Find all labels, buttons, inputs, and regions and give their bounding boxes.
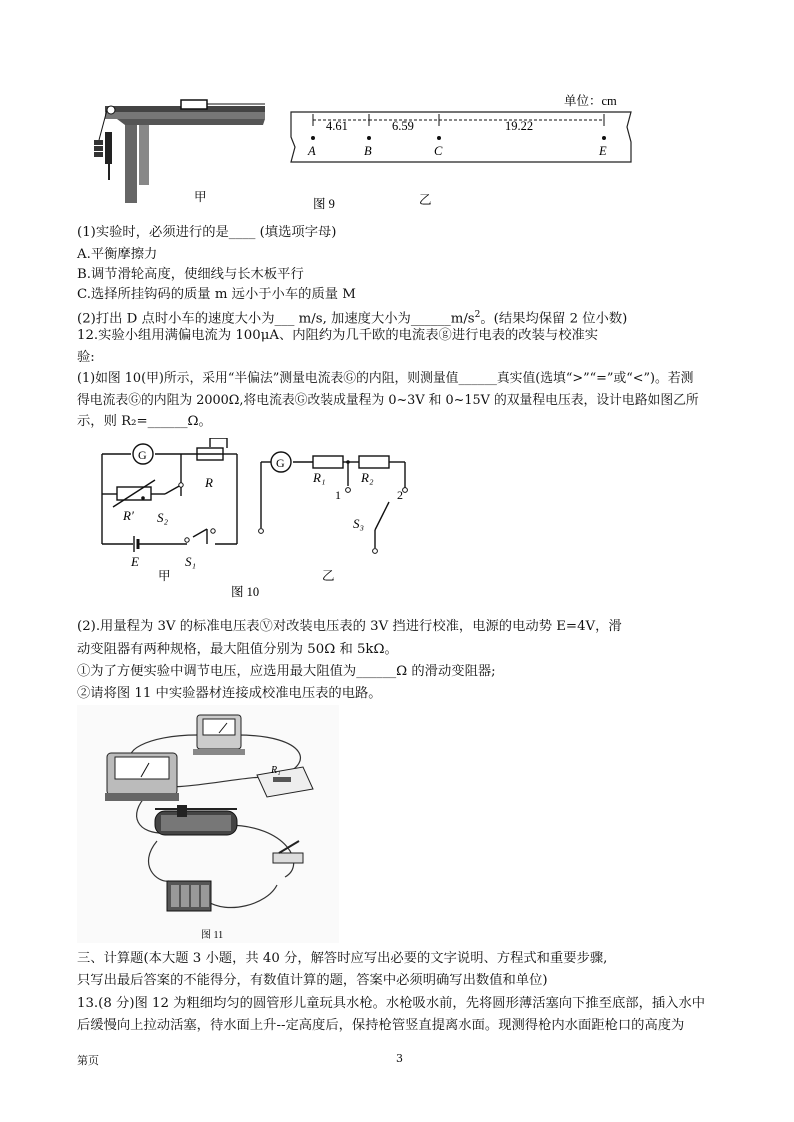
q11-part2-text: (2)打出 D 点时小车的速度大小为___ m/s, 加速度大小为______m/s	[77, 311, 475, 327]
label-jia: 甲	[194, 190, 207, 204]
resistor-r-label: R	[205, 475, 213, 490]
footer-left: 第页	[77, 1054, 99, 1067]
r1-label: R₁	[271, 765, 281, 776]
q12-line4: 得电流表Ⓖ的内阻为 2000Ω,将电流表Ⓖ改装成量程为 0~3V 和 0~15V 的双量程电压表，设计电路如图乙所	[77, 393, 699, 408]
q12b-line3: ①为了方便实验中调节电压，应选用最大阻值为______Ω 的滑动变阻器;	[77, 664, 496, 679]
resistor-rprime-label: R′	[123, 508, 134, 523]
q12-line5: 示，则 R₂=______Ω。	[77, 414, 212, 429]
seg-bc: 6.59	[392, 119, 414, 133]
figure-caption: 图 9	[313, 197, 335, 211]
section3-line1: 三、计算题(本大题 3 小题，共 40 分，解答时应写出必要的文字说明、方程式和重要步骤,	[77, 951, 608, 966]
battery-device	[167, 881, 211, 911]
q11-option-c: C.选择所挂钩码的质量 m 远小于小车的质量 M	[77, 287, 356, 302]
point-c: C	[434, 144, 443, 158]
q13-line2: 后缓慢向上拉动活塞，待水面上升--定高度后，保持枪管竖直提离水面。现测得枪内水面距枪口的高度为	[77, 1018, 685, 1033]
q11-part2	[77, 306, 627, 328]
page-number: 3	[396, 1052, 403, 1065]
point-e: E	[599, 144, 607, 158]
q12b-line4: ②请将图 11 中实验器材连接成校准电压表的电路。	[77, 686, 382, 701]
ammeter-device	[105, 753, 179, 801]
rheostat-device	[155, 805, 237, 835]
label-yi: 乙	[322, 569, 335, 583]
figure-caption: 图 11	[201, 930, 224, 941]
figure-10	[77, 438, 417, 606]
battery-e-label: E	[131, 554, 139, 569]
q13-line1: 13.(8 分)图 12 为粗细均匀的圆管形儿童玩具水枪。水枪吸水前，先将圆形薄活塞向下推至底部，插入水中	[77, 996, 706, 1011]
voltmeter-device	[193, 715, 245, 755]
track-apparatus	[94, 100, 265, 203]
section3-line2: 只写出最后答案的不能得分，有数值计算的题，答案中必须明确写出数值和单位)	[77, 973, 548, 988]
figure-9	[77, 92, 637, 214]
switch-s1-label: S₁	[185, 554, 197, 569]
q11-part2-sup: 2	[474, 310, 481, 320]
label-yi: 乙	[419, 193, 432, 207]
unit-label: 单位：cm	[564, 94, 617, 108]
q12b-line2: 动变阻器有两种规格，最大阻值分别为 50Ω 和 5kΩ。	[77, 642, 398, 657]
q11-part1: (1)实验时，必须进行的是____ (填选项字母)	[77, 225, 337, 240]
resistor-r1-label: R₁	[313, 470, 326, 485]
q12-line3: (1)如图 10(甲)所示，采用“半偏法”测量电流表Ⓖ的内阻，则测量值______真实值(选填“>”“=”或“<”)。若测	[77, 371, 694, 386]
q11-option-a: A.平衡摩擦力	[77, 247, 158, 262]
figure-11	[77, 705, 339, 943]
seg-ab: 4.61	[326, 119, 348, 133]
figure-caption: 图 10	[231, 585, 260, 599]
resistor-r2-label: R₂	[361, 470, 374, 485]
q11-part2-tail: 。(结果均保留 2 位小数)	[480, 311, 628, 327]
q12-line1: 12.实验小组用满偏电流为 100μA、内阻约为几千欧的电流表ⓖ进行电表的改装与校准实	[77, 328, 599, 343]
switch-s3-label: S₃	[353, 516, 365, 531]
q12-line2: 验:	[77, 350, 95, 365]
switch-s2-label: S₂	[157, 510, 169, 525]
q11-option-b: B.调节滑轮高度，使细线与长木板平行	[77, 267, 304, 282]
point-a: A	[308, 144, 316, 158]
q12b-line1: (2).用量程为 3V 的标准电压表Ⓥ对改装电压表的 3V 挡进行校准，电源的电动势 E=4V，滑	[77, 619, 622, 634]
seg-ce: 19.22	[505, 119, 534, 133]
terminal-2-label: 2	[397, 488, 403, 502]
galvanometer-label-2: G	[276, 456, 285, 470]
label-jia: 甲	[158, 569, 171, 583]
galvanometer-label-1: G	[138, 448, 147, 462]
point-b: B	[364, 144, 372, 158]
terminal-1-label: 1	[335, 488, 341, 502]
